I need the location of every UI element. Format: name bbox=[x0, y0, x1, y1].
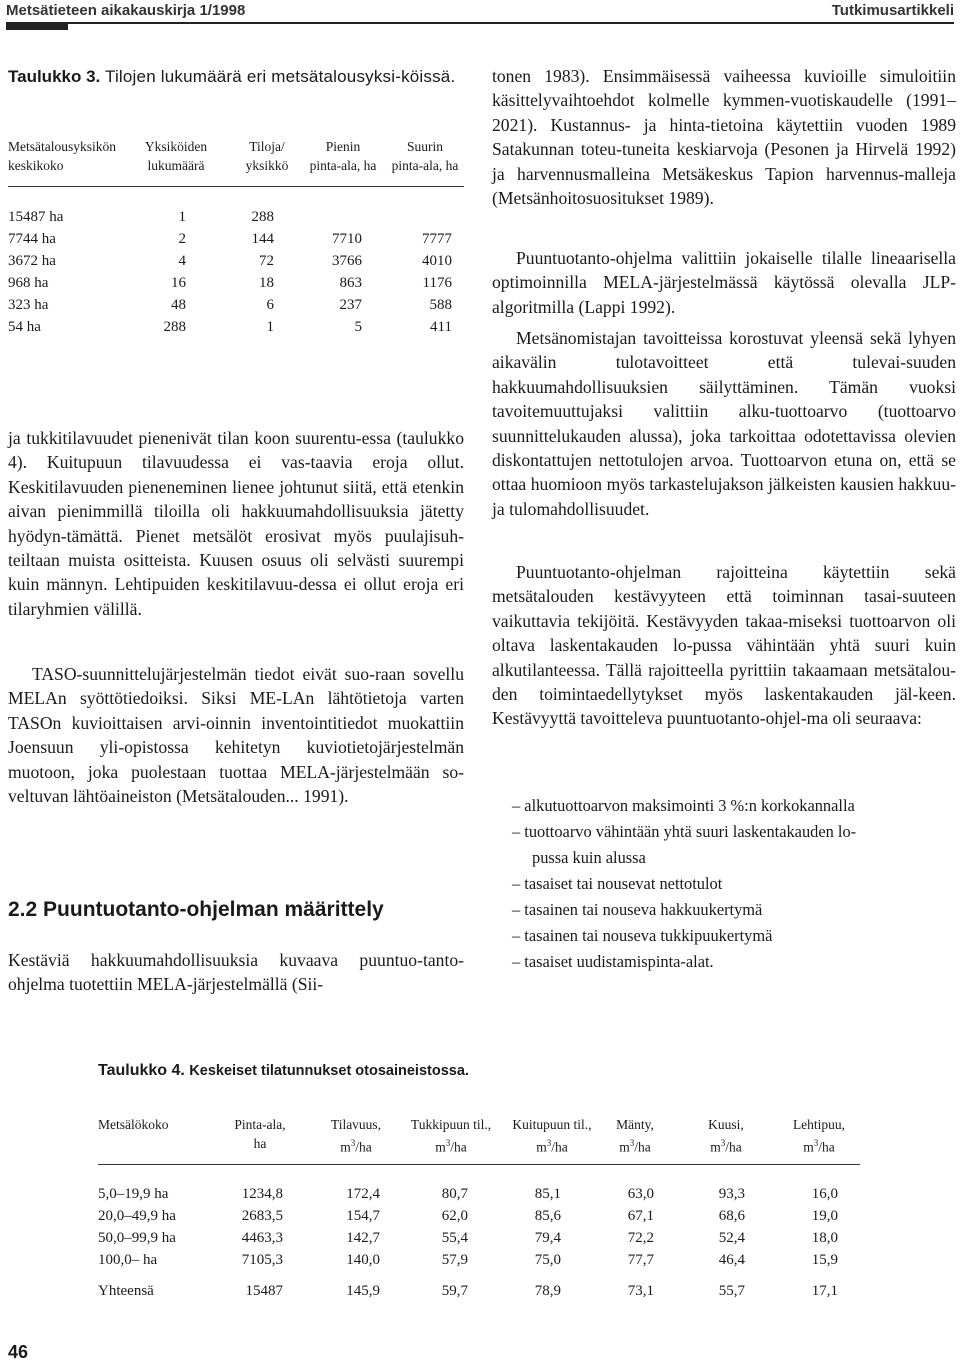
table3-col-header bbox=[384, 137, 466, 175]
table3-cell: 18 bbox=[259, 275, 274, 291]
col-header-line: Tukkipuun til., bbox=[410, 1117, 492, 1132]
section-heading: 2.2 Puuntuotanto-ohjelman määrittely bbox=[8, 898, 384, 921]
table4-cell: 18,0 bbox=[811, 1230, 838, 1246]
table3-cell: 863 bbox=[339, 275, 362, 291]
col-header-line bbox=[98, 1134, 208, 1153]
goal-list-item: – alkutuottoarvon maksimointi 3 %:n korkokannalla bbox=[512, 796, 855, 815]
table3-cell: 15487 ha bbox=[8, 209, 64, 225]
table3-caption-number: Taulukko 3. bbox=[8, 67, 101, 86]
table4-cell: 15,9 bbox=[811, 1252, 838, 1268]
col-header-line: lukumäärä bbox=[147, 158, 205, 173]
table3-col-header bbox=[8, 137, 138, 175]
table4-cell: 5,0–19,9 ha bbox=[98, 1186, 169, 1202]
table4-total-cell: 145,9 bbox=[346, 1283, 380, 1299]
table4-cell: 68,6 bbox=[718, 1208, 745, 1224]
col-header-line: Metsälökoko bbox=[98, 1117, 169, 1132]
right-paragraph-4: Puuntuotanto-ohjelman rajoitteina käytettiin sekä metsätalouden kestävyyteen että toiminnan tasai-suuteen vaikuttavia tekijöitä. Kestävyyden takaa-miseksi tuottoarvon oli oltava laskentakauden lo-pussa vähintään yhtä suuri kuin alkutilanteessa. Tällä rajoitteella pyrittiin takaamaan metsätalou-den toimintaedellytykset myös laskentakauden jäl-keen. Kestävyyttä tavoitteleva puuntuotanto-ohjel-ma oli seuraava: bbox=[492, 562, 956, 729]
goal-list-item: – tasainen tai nouseva hakkuukertymä bbox=[512, 900, 763, 919]
goal-list-item: – tasainen tai nouseva tukkipuukertymä bbox=[512, 926, 773, 945]
table3-cell: 144 bbox=[251, 231, 274, 247]
col-header-line: Metsätalousyksikön bbox=[8, 139, 116, 154]
table3-col-header bbox=[298, 137, 388, 175]
table4-cell: 85,6 bbox=[534, 1208, 561, 1224]
table4-col-header bbox=[502, 1115, 602, 1157]
table4-cell: 55,4 bbox=[441, 1230, 468, 1246]
col-header-line: ha bbox=[253, 1136, 267, 1151]
table4-col-header bbox=[316, 1115, 396, 1157]
col-header-line: $m^3/ha$ bbox=[710, 1138, 742, 1155]
table4-total-cell: Yhteensä bbox=[98, 1283, 154, 1299]
table3-cell: 411 bbox=[430, 319, 452, 335]
table3-cell: 288 bbox=[251, 209, 274, 225]
table4-cell: 1234,8 bbox=[241, 1186, 283, 1202]
table4-cell: 80,7 bbox=[441, 1186, 468, 1202]
table3-col-header bbox=[136, 137, 216, 175]
col-header-line: Suurin bbox=[406, 139, 443, 154]
table4-cell: 79,4 bbox=[534, 1230, 561, 1246]
table4-cell: 62,0 bbox=[441, 1208, 468, 1224]
page-number: 46 bbox=[8, 1342, 29, 1362]
table4-caption bbox=[98, 1062, 469, 1080]
col-header-line: pinta-ala, ha bbox=[309, 158, 377, 173]
table4-col-header bbox=[98, 1115, 208, 1153]
table4-total-cell: 78,9 bbox=[534, 1283, 561, 1299]
table4-cell: 140,0 bbox=[346, 1252, 380, 1268]
table4-cell: 46,4 bbox=[718, 1252, 745, 1268]
table3-cell: 3766 bbox=[332, 253, 362, 269]
table3-caption bbox=[8, 66, 476, 87]
right-paragraph-3: Metsänomistajan tavoitteissa korostuvat yleensä sekä lyhyen aikavälin tulotavoitteet että tulevai-suuden hakkuumahdollisuuksien säilyttäminen. Tämän vuoksi tavoitemuuttujaksi valittiin alku-tuottoarvo (tuottoarvo suunnittelukauden alussa), joka tarkoittaa odotettavissa olevien diskontattujen nettotulojen arvoa. Tuottoarvon etuna on, että se ottaa huomioon myös tarkastelujakson jälkeisten kausien hakkuu- ja tulomahdollisuudet. bbox=[492, 328, 956, 519]
table4-cell: 7105,3 bbox=[241, 1252, 283, 1268]
table4-total-cell: 15487 bbox=[245, 1283, 283, 1299]
table3-cell: 7777 bbox=[422, 231, 452, 247]
table4-cell: 142,7 bbox=[346, 1230, 380, 1246]
table4-cell: 19,0 bbox=[811, 1208, 838, 1224]
table4-cell: 85,1 bbox=[534, 1186, 561, 1202]
col-header-line: $m^3/ha$ bbox=[340, 1138, 372, 1155]
header-rule bbox=[6, 22, 954, 24]
col-header-line: yksikkö bbox=[245, 158, 289, 173]
goal-list-item: – tasaiset tai nousevat nettotulot bbox=[512, 874, 723, 893]
table4-col-header bbox=[220, 1115, 300, 1153]
col-header-line: Tilavuus, bbox=[330, 1117, 382, 1132]
table3-col-header bbox=[232, 137, 302, 175]
table4-cell: 93,3 bbox=[718, 1186, 745, 1202]
table3-caption-text: Tilojen lukumäärä eri metsätalousyksi-köissä. bbox=[105, 67, 456, 86]
col-header-line: pinta-ala, ha bbox=[391, 158, 459, 173]
table3-cell: 968 ha bbox=[8, 275, 49, 291]
header-block bbox=[6, 22, 68, 30]
table4-total-cell: 73,1 bbox=[627, 1283, 654, 1299]
goal-list-item: pussa kuin alussa bbox=[532, 848, 646, 867]
table4-caption-number: Taulukko 4. bbox=[98, 1062, 185, 1079]
table3-cell: 48 bbox=[171, 297, 186, 313]
table4-total-cell: 17,1 bbox=[811, 1283, 838, 1299]
table3-cell: 588 bbox=[429, 297, 452, 313]
table3-cell: 288 bbox=[163, 319, 186, 335]
left-paragraph-1: ja tukkitilavuudet pienenivät tilan koon suurentu-essa (taulukko 4). Kuitupuun tilavuudessa ei vas-taavia eroja ollut. Keskitilavuuden pieneneminen lienee johtunut siitä, että etenkin aivan pienimmillä tiloilla oli hakkuumahdollisuuksia jätetty hyödyn-tämättä. Pienet metsälöt erosivat myös puulajisuh-teiltaan muista ositteista. Kuusen osuus oli selvästi suurempi kuin männyn. Lehtipuiden keskitilavuu-dessa ei ollut eroja eri tilaryhmien välillä. bbox=[8, 428, 464, 619]
table3-cell: 16 bbox=[171, 275, 186, 291]
table4-cell: 67,1 bbox=[627, 1208, 654, 1224]
table4-cell: 72,2 bbox=[627, 1230, 654, 1246]
col-header-line: Tiloja/ bbox=[249, 139, 285, 154]
table4-rule bbox=[98, 1164, 860, 1165]
goal-list-item: – tasaiset uudistamispinta-alat. bbox=[512, 952, 714, 971]
table3-cell: 4 bbox=[178, 253, 186, 269]
section-label: Tutkimusartikkeli bbox=[831, 2, 954, 19]
col-header-line: $m^3/ha$ bbox=[536, 1138, 568, 1155]
left-paragraph-2: TASO-suunnittelujärjestelmän tiedot eivät suo-raan sovellu MELAn syöttötiedoiksi. Siksi ME-LAn lähtötietoja varten TASOn kuvioittaisen arvi-oinnin inventointitiedot muokattiin Joensuun yli-opistossa kehitetyn kuviotietojärjestelmän muotoon, joka puolestaan tuottaa MELA-järjestelmään so-veltuvan lähtöaineiston (Metsätalouden... 1991). bbox=[8, 664, 464, 807]
table3-rule bbox=[8, 186, 464, 187]
table4-caption-text: Keskeiset tilatunnukset otosaineistossa. bbox=[189, 1063, 469, 1079]
table4-cell: 63,0 bbox=[627, 1186, 654, 1202]
col-header-line: $m^3/ha$ bbox=[803, 1138, 835, 1155]
col-header-line: Pinta-ala, bbox=[234, 1117, 286, 1132]
table4-col-header bbox=[598, 1115, 672, 1157]
col-header-line: Lehtipuu, bbox=[792, 1117, 846, 1132]
col-header-line: Pienin bbox=[325, 139, 361, 154]
col-header-line: $m^3/ha$ bbox=[619, 1138, 651, 1155]
running-header bbox=[0, 0, 960, 30]
table3-cell: 5 bbox=[354, 319, 362, 335]
table4-cell: 20,0–49,9 ha bbox=[98, 1208, 176, 1224]
table4-total-cell: 59,7 bbox=[441, 1283, 468, 1299]
left-paragraph-3: Kestäviä hakkuumahdollisuuksia kuvaava puuntuo-tanto-ohjelma tuotettiin MELA-järjestelmällä (Sii- bbox=[8, 950, 464, 995]
table4-cell: 50,0–99,9 ha bbox=[98, 1230, 176, 1246]
table3-cell: 7744 ha bbox=[8, 231, 56, 247]
table4-col-header bbox=[400, 1115, 502, 1157]
table3-cell: 1 bbox=[266, 319, 274, 335]
goal-list-item: – tuottoarvo vähintään yhtä suuri laskentakauden lo- bbox=[512, 822, 857, 841]
table3-cell: 323 ha bbox=[8, 297, 49, 313]
table3-cell: 237 bbox=[339, 297, 362, 313]
col-header-line: Kuusi, bbox=[708, 1117, 744, 1132]
journal-title: Metsätieteen aikakauskirja 1/1998 bbox=[6, 2, 246, 19]
table3-cell: 7710 bbox=[332, 231, 362, 247]
table3-cell: 6 bbox=[266, 297, 274, 313]
col-header-line: Mänty, bbox=[616, 1117, 654, 1132]
goal-list bbox=[512, 793, 956, 975]
table4-total-cell: 55,7 bbox=[718, 1283, 745, 1299]
right-paragraph-2: Puuntuotanto-ohjelma valittiin jokaiselle tilalle lineaarisella optimoinnilla MELA-järjestelmässä käytössä olevalla JLP-algoritmilla (Lappi 1992). bbox=[492, 248, 956, 317]
table4-cell: 2683,5 bbox=[241, 1208, 283, 1224]
table3-cell: 1 bbox=[178, 209, 186, 225]
table4-col-header bbox=[778, 1115, 860, 1157]
table4-cell: 100,0– ha bbox=[98, 1252, 158, 1268]
table3-cell: 1176 bbox=[422, 275, 452, 291]
table3-cell: 72 bbox=[259, 253, 274, 269]
table4-cell: 57,9 bbox=[441, 1252, 468, 1268]
table4-cell: 75,0 bbox=[534, 1252, 561, 1268]
table4-cell: 4463,3 bbox=[241, 1230, 283, 1246]
table4-cell: 52,4 bbox=[718, 1230, 745, 1246]
table3-cell: 2 bbox=[178, 231, 186, 247]
table3-cell: 3672 ha bbox=[8, 253, 56, 269]
right-paragraph-1: tonen 1983). Ensimmäisessä vaiheessa kuvioille simuloitiin käsittelyvaihtoehdot kolmelle kymmen-vuotiskaudelle (1991–2021). Kustannus- ja hinta-tietoina käytettiin vuoden 1989 Satakunnan toteu-tuneita keskiarvoja (Pesonen ja Hirvelä 1992) ja harvennusmalleina Metsäkeskus Tapion harvennus-malleja (Metsänhoitosuositukset 1989). bbox=[492, 66, 956, 209]
col-header-line: $m^3/ha$ bbox=[435, 1138, 467, 1155]
table3-cell: 54 ha bbox=[8, 319, 41, 335]
col-header-line: Kuitupuun til., bbox=[512, 1117, 592, 1132]
table4-col-header bbox=[686, 1115, 766, 1157]
table3-cell: 4010 bbox=[422, 253, 452, 269]
col-header-line: Yksiköiden bbox=[144, 139, 208, 154]
table4-cell: 172,4 bbox=[346, 1186, 380, 1202]
table4-cell: 16,0 bbox=[811, 1186, 838, 1202]
col-header-line: keskikoko bbox=[8, 158, 64, 173]
table4-cell: 77,7 bbox=[627, 1252, 654, 1268]
table4-cell: 154,7 bbox=[346, 1208, 380, 1224]
